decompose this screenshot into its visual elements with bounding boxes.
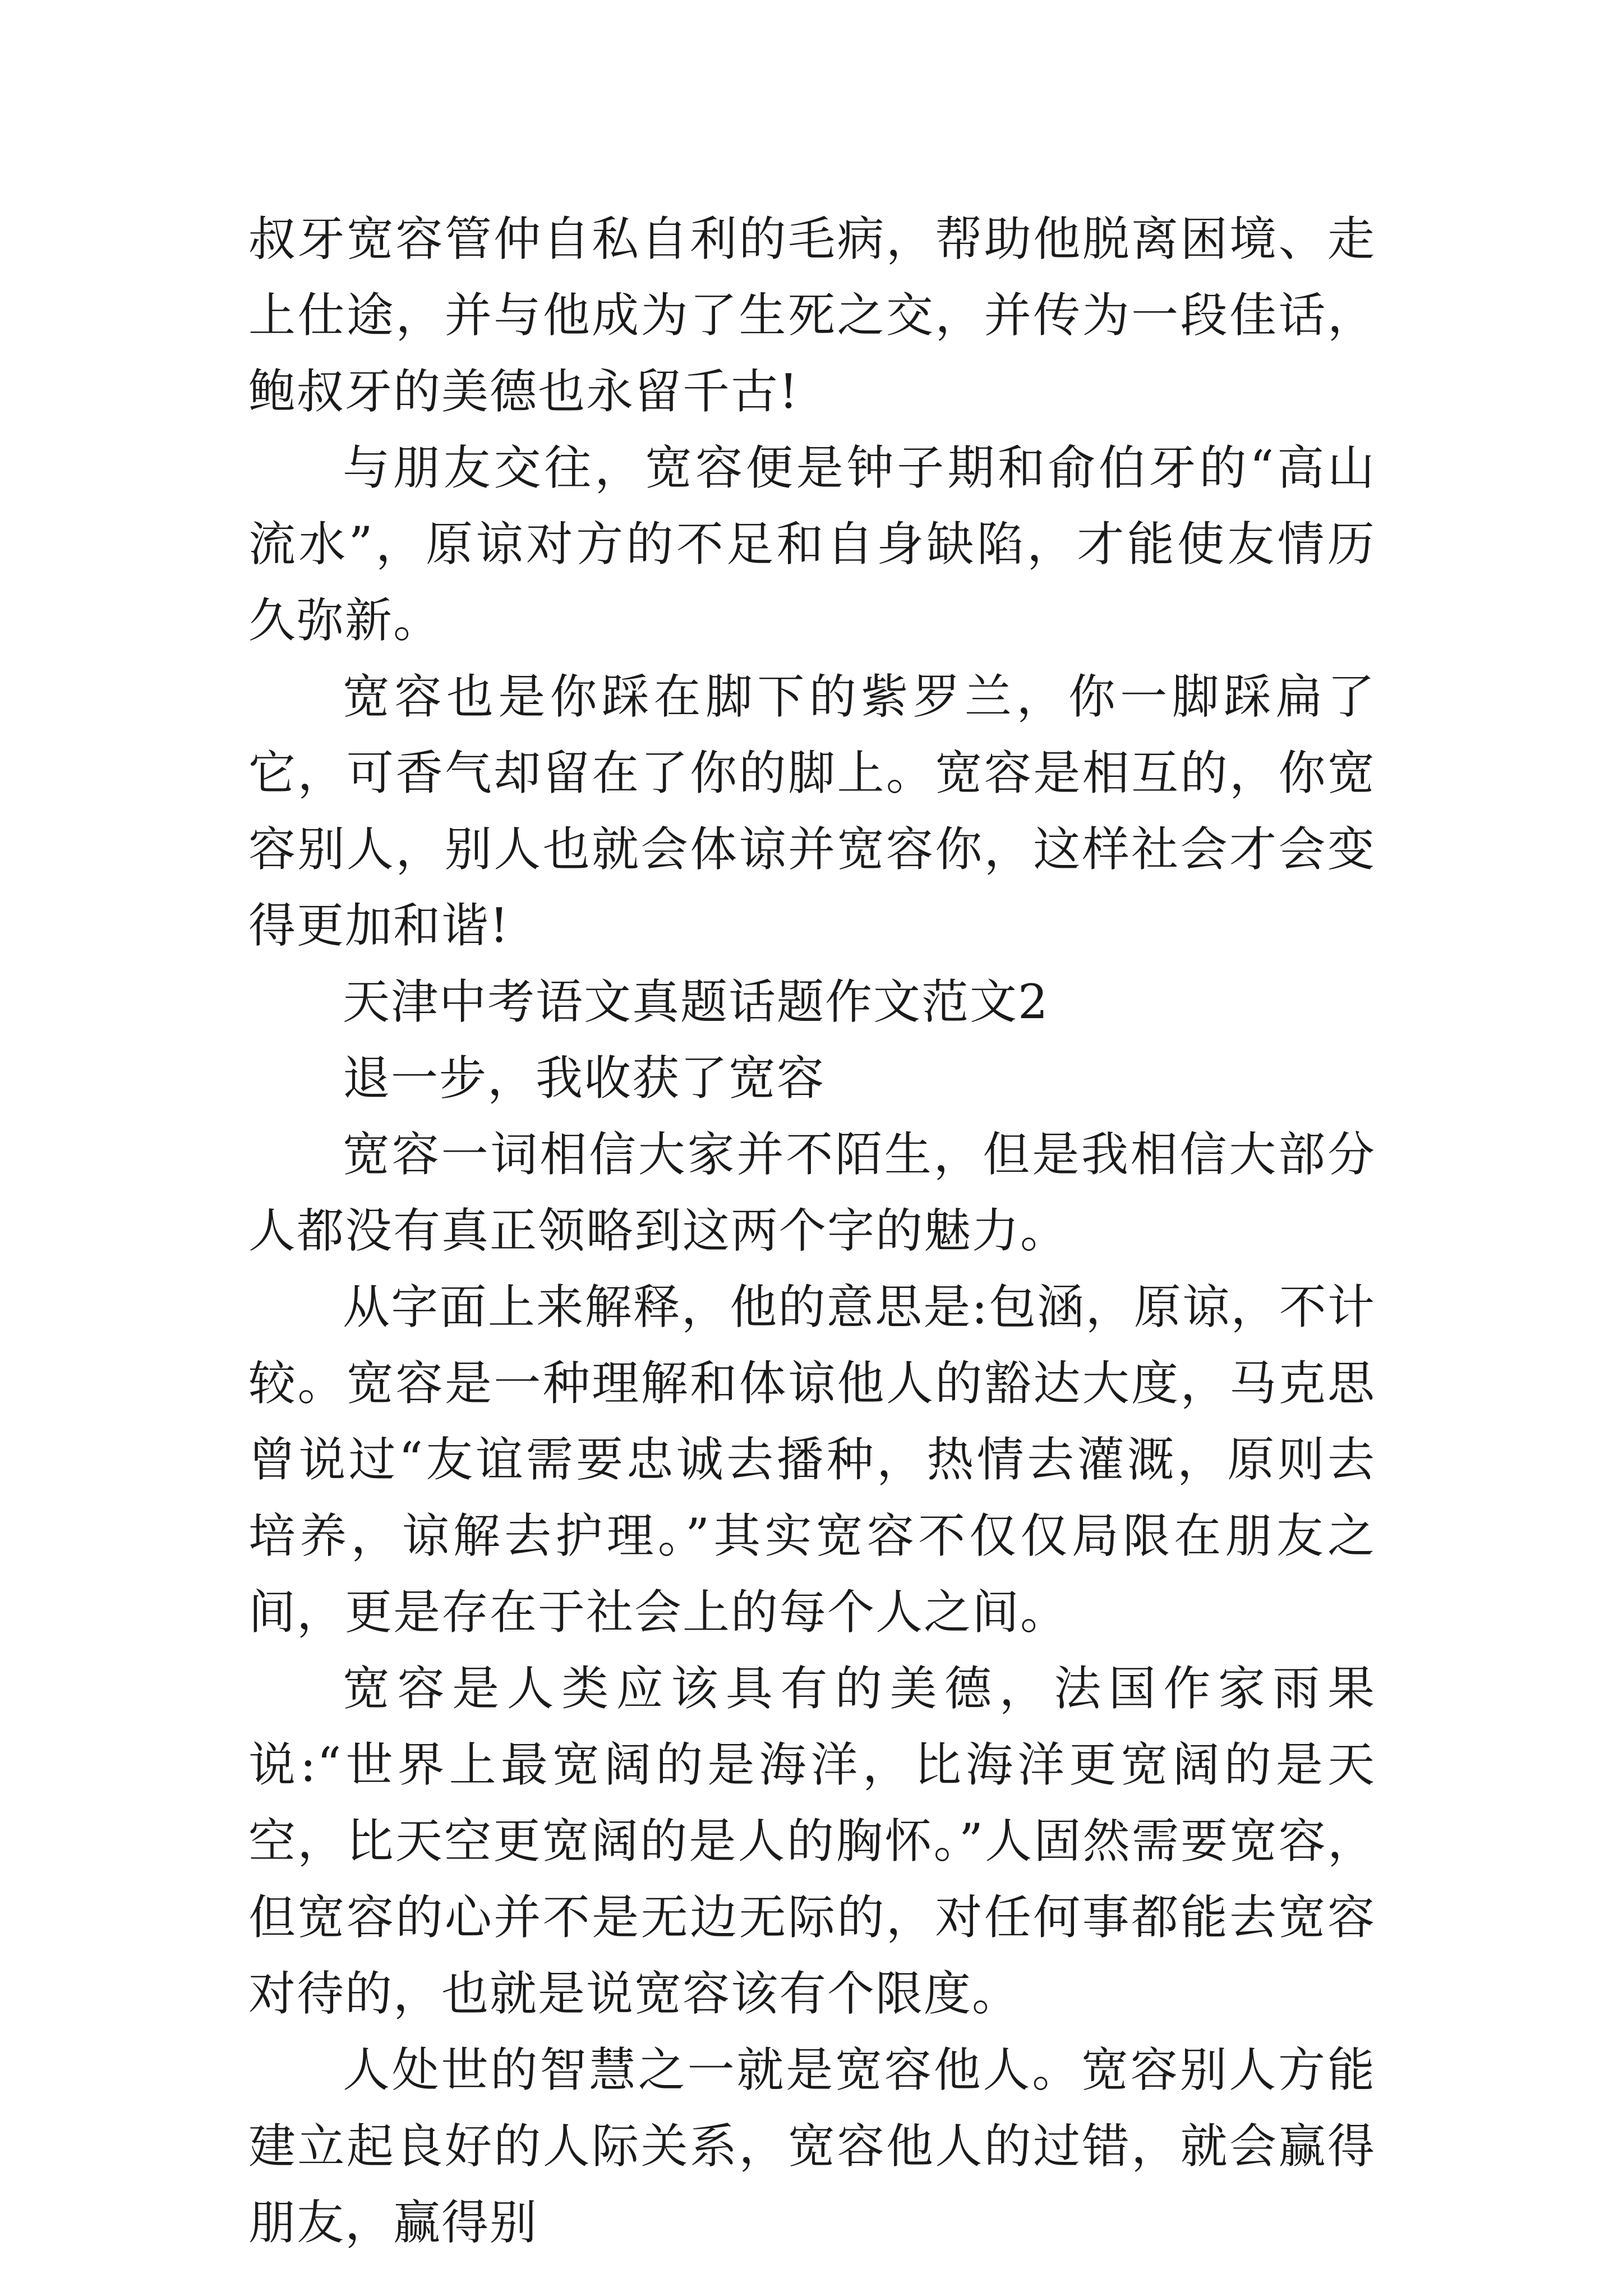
paragraph: 人处世的智慧之一就是宽容他人。宽容别人方能建立起良好的人际关系，宽容他人的过错，就会赢得朋友，赢得别 [248, 2042, 1376, 2250]
paragraph: 宽容一词相信大家并不陌生，但是我相信大部分人都没有真正领略到这两个字的魅力。 [248, 1127, 1376, 1258]
paragraph: 宽容也是你踩在脚下的紫罗兰，你一脚踩扁了它，可香气却留在了你的脚上。宽容是相互的，你宽容别人，别人也就会体谅并宽容你，这样社会才会变得更加和谐! [248, 669, 1376, 953]
paragraph: 宽容是人类应该具有的美德，法国作家雨果说:“世界上最宽阔的是海洋，比海洋更宽阔的是天空，比天空更宽阔的是人的胸怀。”人固然需要宽容，但宽容的心并不是无边无际的，对任何事都能去宽容对待的，也就是说宽容该有个限度。 [248, 1661, 1376, 2021]
document-body [248, 201, 1376, 2261]
paragraph-continuation: 叔牙宽容管仲自私自利的毛病，帮助他脱离困境、走上仕途，并与他成为了生死之交，并传为一段佳话，鲍叔牙的美德也永留千古! [248, 211, 1376, 419]
paragraph: 从字面上来解释，他的意思是:包涵，原谅，不计较。宽容是一种理解和体谅他人的豁达大度，马克思曾说过“友谊需要忠诚去播种，热情去灌溉，原则去培养，谅解去护理。”其实宽容不仅仅局限在朋友之间，更是存在于社会上的每个人之间。 [248, 1280, 1376, 1640]
section-heading: 天津中考语文真题话题作文范文2 [343, 974, 1049, 1029]
essay-title: 退一步，我收获了宽容 [343, 1051, 826, 1106]
paragraph: 与朋友交往，宽容便是钟子期和俞伯牙的“高山流水”，原谅对方的不足和自身缺陷，才能使友情历久弥新。 [248, 440, 1376, 648]
